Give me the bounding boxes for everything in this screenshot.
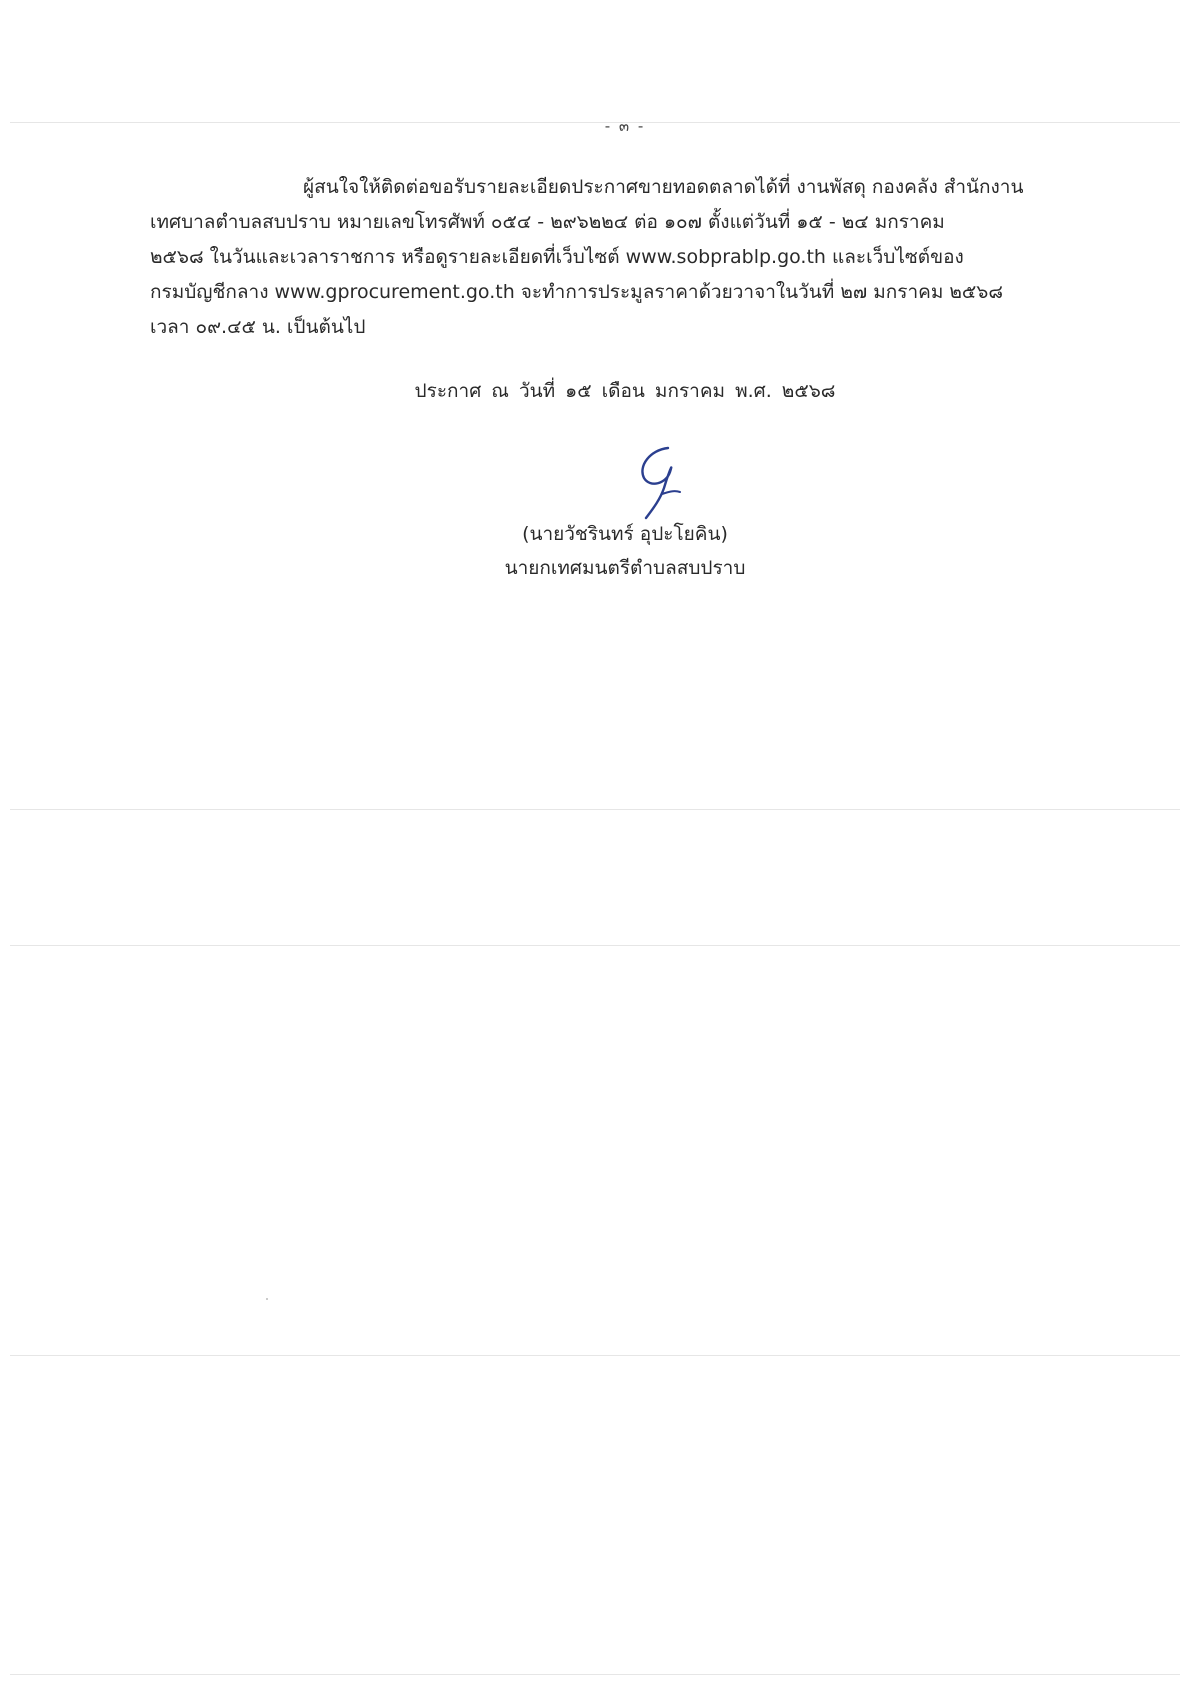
scan-artifact-line	[10, 945, 1180, 946]
paragraph-line: เวลา ๐๙.๔๕ น. เป็นต้นไป	[150, 316, 366, 338]
announcement-paragraph	[150, 170, 1100, 345]
announcement-date: ประกาศ ณ วันที่ ๑๕ เดือน มกราคม พ.ศ. ๒๕๖๘	[414, 380, 836, 402]
paragraph-line: กรมบัญชีกลาง www.gprocurement.go.th จะทำการประมูลราคาด้วยวาจาในวันที่ ๒๗ มกราคม ๒๕๖๘	[150, 281, 1004, 303]
scan-artifact-line	[10, 1355, 1180, 1356]
handwritten-signature	[628, 444, 684, 520]
paragraph-line: เทศบาลตำบลสบปราบ หมายเลขโทรศัพท์ ๐๕๔ - ๒๙๖๒๒๔ ต่อ ๑๐๗ ตั้งแต่วันที่ ๑๕ - ๒๔ มกราคม	[150, 211, 945, 233]
paragraph-line: ๒๕๖๘ ในวันและเวลาราชการ หรือดูรายละเอียดที่เว็บไซต์ www.sobprablp.go.th และเว็บไซต์ของ	[150, 246, 964, 268]
scan-speck	[266, 1298, 268, 1300]
signer-name: (นายวัชรินทร์ อุปะโยคิน)	[522, 523, 728, 545]
signer-title: นายกเทศมนตรีตำบลสบปราบ	[504, 557, 746, 579]
paragraph-line: ผู้สนใจให้ติดต่อขอรับรายละเอียดประกาศขายทอดตลาดได้ที่ งานพัสดุ กองคลัง สำนักงาน	[303, 176, 1024, 198]
page-number: - ๓ -	[604, 117, 646, 135]
scan-artifact-line	[10, 809, 1180, 810]
scan-artifact-line	[10, 1674, 1180, 1675]
